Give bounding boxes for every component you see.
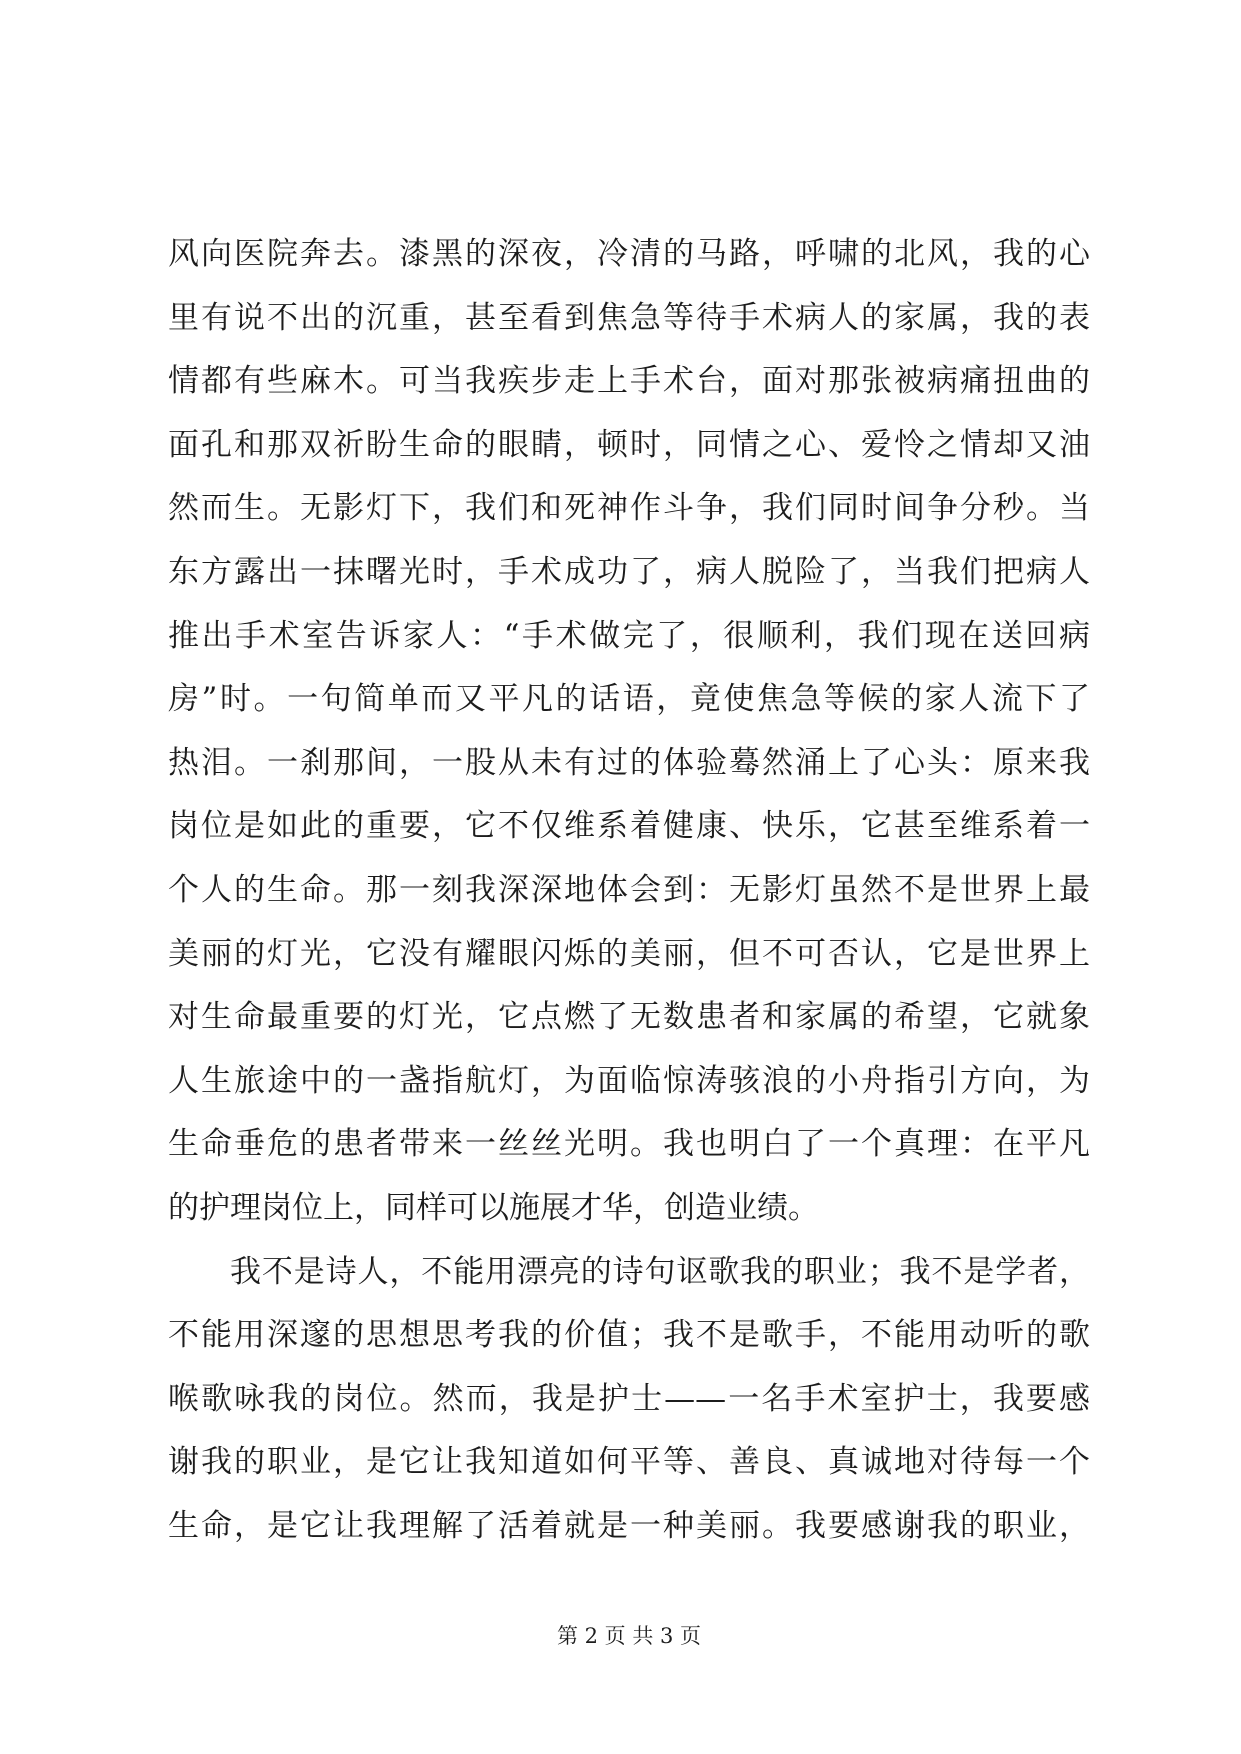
text-line: 房”时。一句简单而又平凡的话语，竟使焦急等候的家人流下了 xyxy=(168,681,1090,718)
text-line: 生命，是它让我理解了活着就是一种美丽。我要感谢我的职业， xyxy=(168,1507,1090,1544)
text-line: 的护理岗位上，同样可以施展才华，创造业绩。 xyxy=(168,1189,819,1226)
text-line: 不能用深邃的思想思考我的价值；我不是歌手，不能用动听的歌 xyxy=(168,1317,1090,1354)
text-line: 东方露出一抹曙光时，手术成功了，病人脱险了，当我们把病人 xyxy=(168,553,1090,590)
text-line: 对生命最重要的灯光，它点燃了无数患者和家属的希望，它就象 xyxy=(168,999,1090,1036)
text-line: 里有说不出的沉重，甚至看到焦急等待手术病人的家属，我的表 xyxy=(168,299,1090,336)
body-text xyxy=(168,223,1090,1558)
text-line: 岗位是如此的重要，它不仅维系着健康、快乐，它甚至维系着一 xyxy=(168,808,1090,845)
text-line: 谢我的职业，是它让我知道如何平等、善良、真诚地对待每一个 xyxy=(168,1444,1090,1481)
text-line: 面孔和那双祈盼生命的眼睛，顿时，同情之心、爱怜之情却又油 xyxy=(168,426,1090,463)
text-line: 个人的生命。那一刻我深深地体会到：无影灯虽然不是世界上最 xyxy=(168,871,1090,908)
text-line: 喉歌咏我的岗位。然而，我是护士——一名手术室护士，我要感 xyxy=(168,1380,1090,1417)
text-line: 情都有些麻木。可当我疾步走上手术台，面对那张被病痛扭曲的 xyxy=(168,363,1090,400)
text-line: 推出手术室告诉家人：“手术做完了，很顺利，我们现在送回病 xyxy=(168,617,1090,654)
page-footer: 第 2 页 共 3 页 xyxy=(556,1624,702,1648)
text-line: 人生旅途中的一盏指航灯，为面临惊涛骇浪的小舟指引方向，为 xyxy=(168,1062,1090,1099)
text-line: 生命垂危的患者带来一丝丝光明。我也明白了一个真理：在平凡 xyxy=(168,1126,1090,1163)
text-line: 我不是诗人，不能用漂亮的诗句讴歌我的职业；我不是学者， xyxy=(230,1253,1090,1290)
text-line: 然而生。无影灯下，我们和死神作斗争，我们同时间争分秒。当 xyxy=(168,490,1090,527)
paragraph-2 xyxy=(168,1241,1090,1559)
text-line: 风向医院奔去。漆黑的深夜，冷清的马路，呼啸的北风，我的心 xyxy=(168,236,1090,272)
paragraph-1 xyxy=(168,223,1090,1241)
text-line: 美丽的灯光，它没有耀眼闪烁的美丽，但不可否认，它是世界上 xyxy=(168,935,1090,972)
text-line: 热泪。一刹那间，一股从未有过的体验蓦然涌上了心头：原来我 xyxy=(168,744,1090,781)
